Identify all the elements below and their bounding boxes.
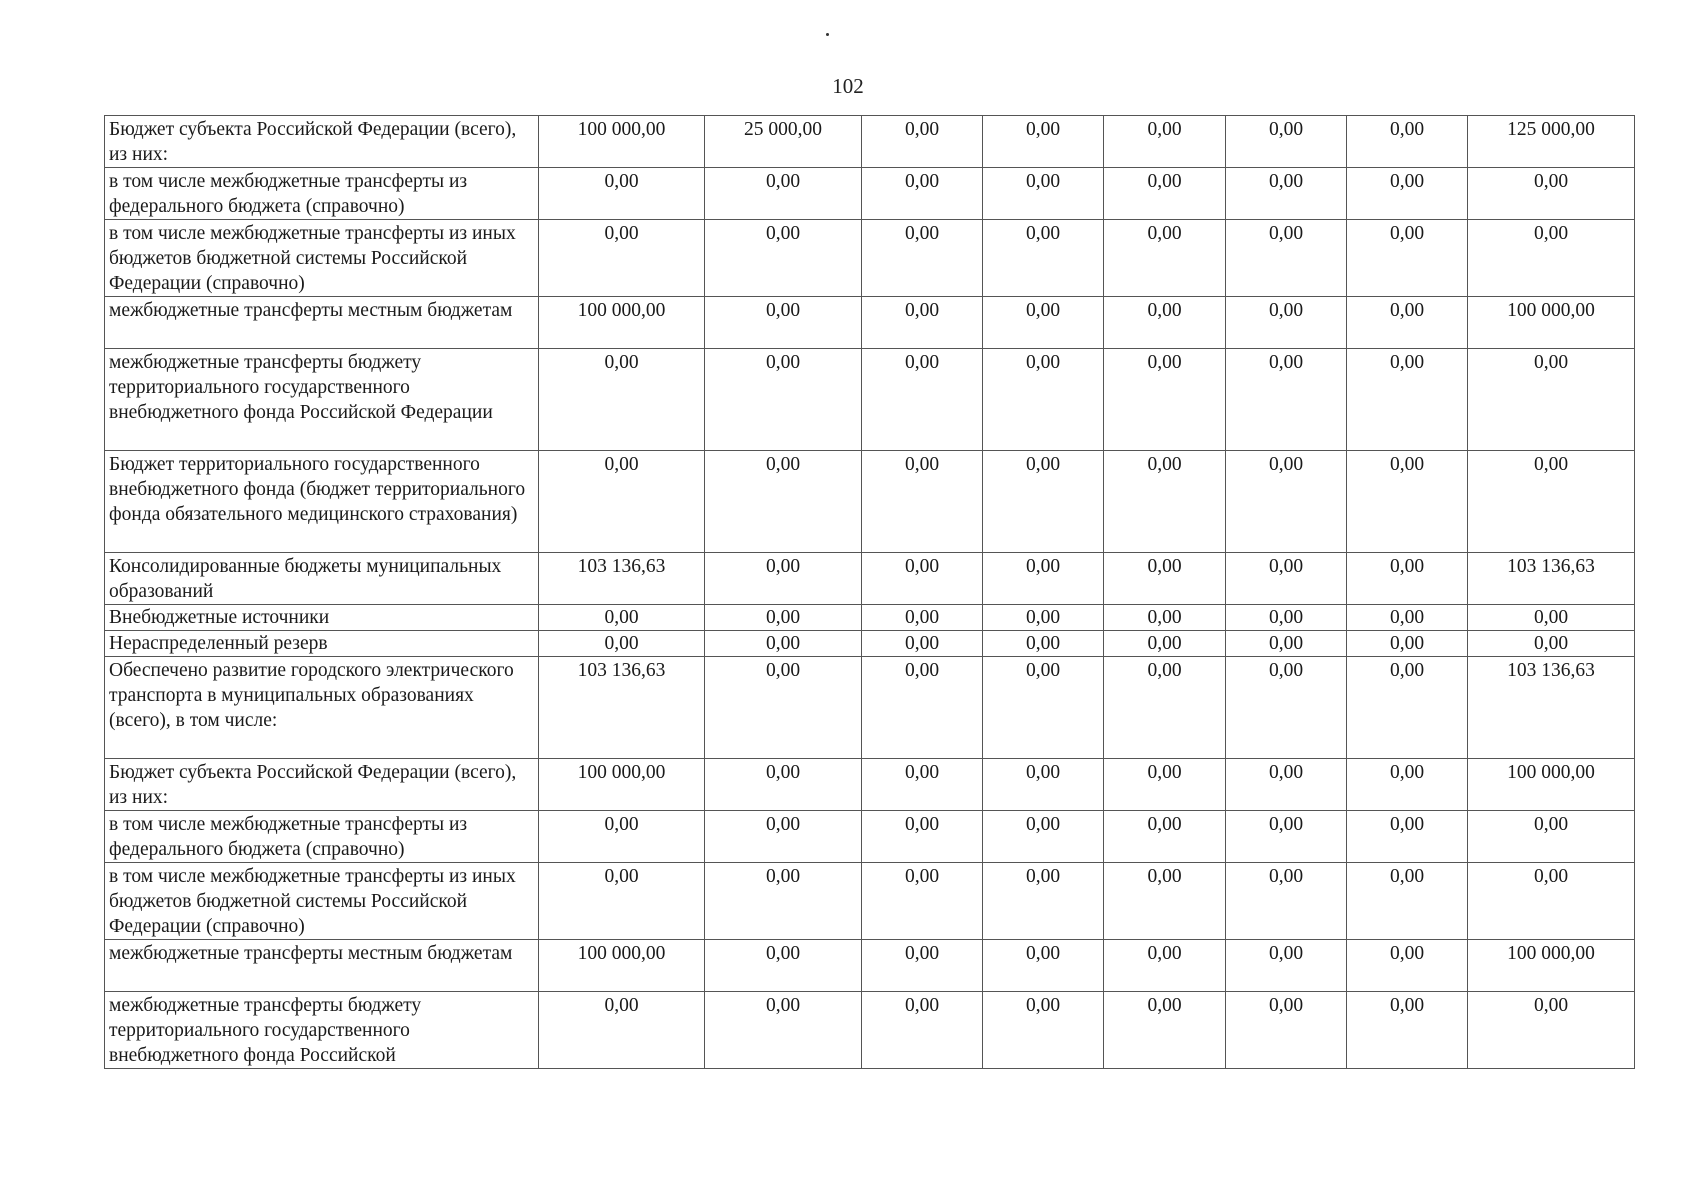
table-row xyxy=(105,451,1635,553)
value-cell: 0,00 xyxy=(1104,553,1226,605)
value-cell: 0,00 xyxy=(983,631,1104,657)
value-cell: 0,00 xyxy=(1104,759,1226,811)
value-cell: 0,00 xyxy=(705,297,862,349)
value-cell: 0,00 xyxy=(862,116,983,168)
budget-table xyxy=(104,115,1635,1069)
value-cell: 0,00 xyxy=(1226,657,1347,759)
row-label: Бюджет субъекта Российской Федерации (всего), из них: xyxy=(105,116,539,168)
value-cell: 0,00 xyxy=(539,992,705,1069)
value-cell: 0,00 xyxy=(539,451,705,553)
value-cell: 100 000,00 xyxy=(1468,297,1635,349)
value-cell: 0,00 xyxy=(1226,811,1347,863)
value-cell: 0,00 xyxy=(983,297,1104,349)
page-number: 102 xyxy=(832,74,864,98)
value-cell: 0,00 xyxy=(1104,220,1226,297)
table-row xyxy=(105,940,1635,992)
value-cell: 0,00 xyxy=(1104,657,1226,759)
row-label: межбюджетные трансферты бюджету территориального государственного внебюджетного фонда Российской xyxy=(105,992,539,1069)
value-cell: 0,00 xyxy=(1104,349,1226,451)
value-cell: 0,00 xyxy=(705,220,862,297)
value-cell: 0,00 xyxy=(1226,451,1347,553)
scan-speck xyxy=(826,33,829,36)
value-cell: 0,00 xyxy=(705,168,862,220)
value-cell: 0,00 xyxy=(983,992,1104,1069)
value-cell: 0,00 xyxy=(1226,605,1347,631)
value-cell: 0,00 xyxy=(1226,297,1347,349)
value-cell: 0,00 xyxy=(983,605,1104,631)
value-cell: 0,00 xyxy=(1347,553,1468,605)
value-cell: 0,00 xyxy=(1226,631,1347,657)
value-cell: 0,00 xyxy=(1347,116,1468,168)
row-label: Нераспределенный резерв xyxy=(105,631,539,657)
value-cell: 0,00 xyxy=(983,116,1104,168)
value-cell: 0,00 xyxy=(862,349,983,451)
value-cell: 0,00 xyxy=(1104,992,1226,1069)
value-cell: 0,00 xyxy=(1104,863,1226,940)
value-cell: 0,00 xyxy=(705,940,862,992)
value-cell: 0,00 xyxy=(1104,168,1226,220)
value-cell: 0,00 xyxy=(983,940,1104,992)
value-cell: 0,00 xyxy=(983,811,1104,863)
value-cell: 0,00 xyxy=(862,811,983,863)
row-label: в том числе межбюджетные трансферты из федерального бюджета (справочно) xyxy=(105,168,539,220)
value-cell: 0,00 xyxy=(983,863,1104,940)
value-cell: 0,00 xyxy=(539,220,705,297)
value-cell: 0,00 xyxy=(1104,297,1226,349)
value-cell: 0,00 xyxy=(1226,220,1347,297)
value-cell: 0,00 xyxy=(1468,863,1635,940)
value-cell: 103 136,63 xyxy=(539,553,705,605)
value-cell: 0,00 xyxy=(1104,605,1226,631)
value-cell: 0,00 xyxy=(1347,992,1468,1069)
value-cell: 0,00 xyxy=(862,297,983,349)
value-cell: 0,00 xyxy=(1104,116,1226,168)
value-cell: 0,00 xyxy=(705,992,862,1069)
value-cell: 25 000,00 xyxy=(705,116,862,168)
value-cell: 0,00 xyxy=(862,940,983,992)
table-row xyxy=(105,863,1635,940)
value-cell: 0,00 xyxy=(862,451,983,553)
value-cell: 0,00 xyxy=(862,605,983,631)
value-cell: 0,00 xyxy=(983,759,1104,811)
value-cell: 0,00 xyxy=(1226,940,1347,992)
value-cell: 0,00 xyxy=(1347,220,1468,297)
value-cell: 0,00 xyxy=(705,553,862,605)
table-row xyxy=(105,992,1635,1069)
value-cell: 0,00 xyxy=(1226,553,1347,605)
value-cell: 0,00 xyxy=(1468,811,1635,863)
value-cell: 103 136,63 xyxy=(539,657,705,759)
value-cell: 0,00 xyxy=(1347,451,1468,553)
value-cell: 0,00 xyxy=(539,168,705,220)
value-cell: 100 000,00 xyxy=(539,116,705,168)
row-label: межбюджетные трансферты бюджету территориального государственного внебюджетного фонда Российской Федерации xyxy=(105,349,539,451)
row-label: межбюджетные трансферты местным бюджетам xyxy=(105,297,539,349)
row-label: Бюджет субъекта Российской Федерации (всего), из них: xyxy=(105,759,539,811)
value-cell: 0,00 xyxy=(1226,116,1347,168)
value-cell: 0,00 xyxy=(983,553,1104,605)
value-cell: 0,00 xyxy=(1347,349,1468,451)
value-cell: 0,00 xyxy=(1347,168,1468,220)
value-cell: 125 000,00 xyxy=(1468,116,1635,168)
value-cell: 0,00 xyxy=(1226,759,1347,811)
value-cell: 0,00 xyxy=(705,631,862,657)
value-cell: 0,00 xyxy=(705,759,862,811)
value-cell: 0,00 xyxy=(862,657,983,759)
table-row xyxy=(105,349,1635,451)
value-cell: 103 136,63 xyxy=(1468,553,1635,605)
value-cell: 0,00 xyxy=(705,451,862,553)
value-cell: 100 000,00 xyxy=(1468,759,1635,811)
row-label: в том числе межбюджетные трансферты из иных бюджетов бюджетной системы Российской Федерации (справочно) xyxy=(105,220,539,297)
value-cell: 0,00 xyxy=(983,349,1104,451)
table-row xyxy=(105,657,1635,759)
value-cell: 0,00 xyxy=(862,992,983,1069)
value-cell: 100 000,00 xyxy=(539,297,705,349)
table-row xyxy=(105,811,1635,863)
value-cell: 0,00 xyxy=(1347,657,1468,759)
table-row xyxy=(105,553,1635,605)
value-cell: 0,00 xyxy=(539,863,705,940)
row-label: Бюджет территориального государственного внебюджетного фонда (бюджет территориального фонда обязательного медицинского страхования) xyxy=(105,451,539,553)
value-cell: 0,00 xyxy=(705,811,862,863)
row-label: Обеспечено развитие городского электрического транспорта в муниципальных образованиях (всего), в том числе: xyxy=(105,657,539,759)
value-cell: 0,00 xyxy=(1468,631,1635,657)
value-cell: 0,00 xyxy=(862,631,983,657)
value-cell: 0,00 xyxy=(1468,992,1635,1069)
row-label: Внебюджетные источники xyxy=(105,605,539,631)
value-cell: 0,00 xyxy=(1347,940,1468,992)
table-row xyxy=(105,220,1635,297)
table-row xyxy=(105,759,1635,811)
value-cell: 0,00 xyxy=(983,657,1104,759)
value-cell: 0,00 xyxy=(862,759,983,811)
value-cell: 0,00 xyxy=(1347,631,1468,657)
table-body xyxy=(105,116,1635,1069)
value-cell: 0,00 xyxy=(862,863,983,940)
row-label: Консолидированные бюджеты муниципальных образований xyxy=(105,553,539,605)
value-cell: 0,00 xyxy=(1104,811,1226,863)
value-cell: 0,00 xyxy=(1347,863,1468,940)
value-cell: 0,00 xyxy=(1226,349,1347,451)
value-cell: 100 000,00 xyxy=(1468,940,1635,992)
value-cell: 0,00 xyxy=(1347,605,1468,631)
value-cell: 103 136,63 xyxy=(1468,657,1635,759)
table-row xyxy=(105,168,1635,220)
row-label: межбюджетные трансферты местным бюджетам xyxy=(105,940,539,992)
value-cell: 0,00 xyxy=(1468,349,1635,451)
value-cell: 100 000,00 xyxy=(539,940,705,992)
value-cell: 0,00 xyxy=(1226,992,1347,1069)
value-cell: 0,00 xyxy=(1468,451,1635,553)
value-cell: 0,00 xyxy=(983,168,1104,220)
value-cell: 0,00 xyxy=(705,657,862,759)
value-cell: 0,00 xyxy=(539,631,705,657)
value-cell: 0,00 xyxy=(705,349,862,451)
value-cell: 0,00 xyxy=(539,349,705,451)
value-cell: 0,00 xyxy=(862,553,983,605)
row-label: в том числе межбюджетные трансферты из иных бюджетов бюджетной системы Российской Федерации (справочно) xyxy=(105,863,539,940)
value-cell: 100 000,00 xyxy=(539,759,705,811)
value-cell: 0,00 xyxy=(1468,220,1635,297)
value-cell: 0,00 xyxy=(1347,811,1468,863)
value-cell: 0,00 xyxy=(1104,631,1226,657)
value-cell: 0,00 xyxy=(1468,605,1635,631)
value-cell: 0,00 xyxy=(1104,940,1226,992)
value-cell: 0,00 xyxy=(983,451,1104,553)
value-cell: 0,00 xyxy=(539,605,705,631)
value-cell: 0,00 xyxy=(1226,168,1347,220)
value-cell: 0,00 xyxy=(1347,759,1468,811)
row-label: в том числе межбюджетные трансферты из федерального бюджета (справочно) xyxy=(105,811,539,863)
table-row xyxy=(105,297,1635,349)
value-cell: 0,00 xyxy=(1104,451,1226,553)
table-row xyxy=(105,605,1635,631)
value-cell: 0,00 xyxy=(862,220,983,297)
value-cell: 0,00 xyxy=(983,220,1104,297)
value-cell: 0,00 xyxy=(1468,168,1635,220)
value-cell: 0,00 xyxy=(1347,297,1468,349)
value-cell: 0,00 xyxy=(705,863,862,940)
value-cell: 0,00 xyxy=(539,811,705,863)
value-cell: 0,00 xyxy=(705,605,862,631)
value-cell: 0,00 xyxy=(862,168,983,220)
value-cell: 0,00 xyxy=(1226,863,1347,940)
table-row xyxy=(105,631,1635,657)
table-row xyxy=(105,116,1635,168)
